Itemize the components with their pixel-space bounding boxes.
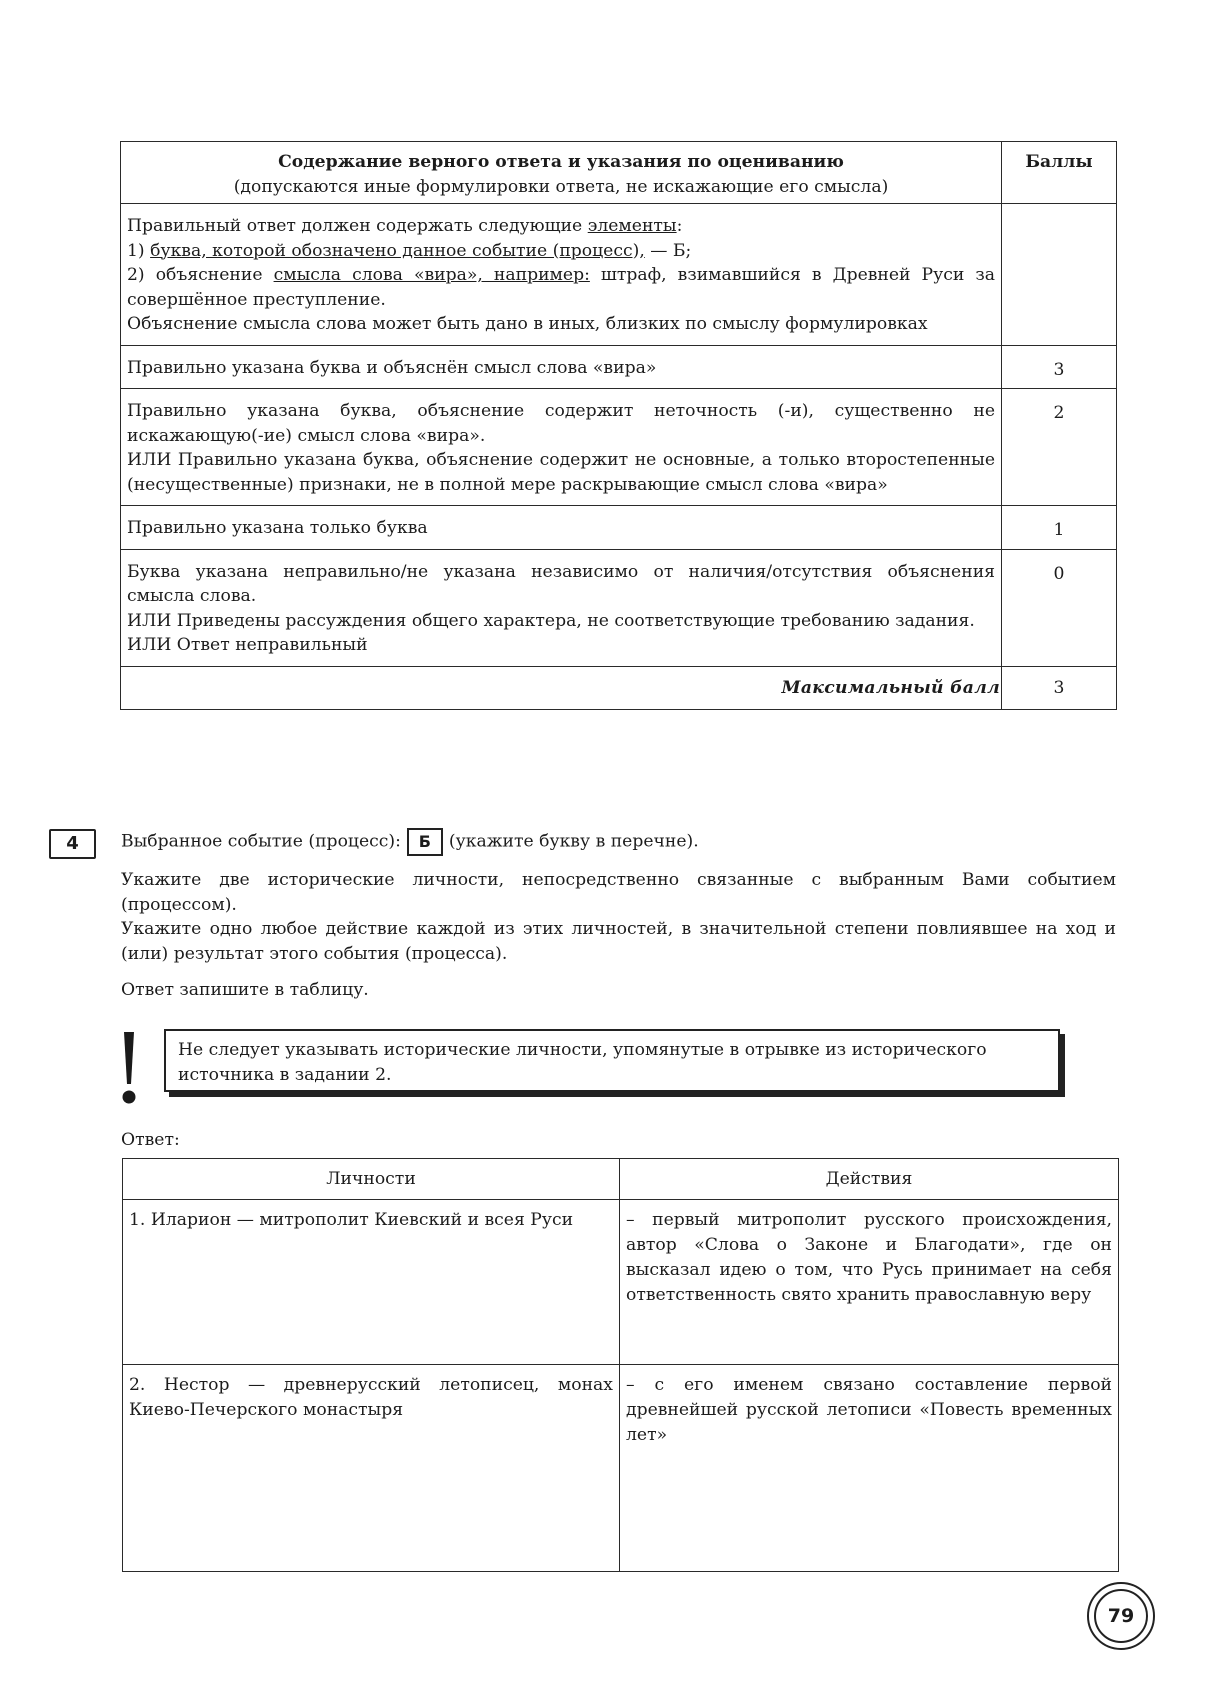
- answer-line-3-prefix: 2) объяснение: [127, 265, 274, 285]
- criteria-score: 3: [1002, 345, 1117, 389]
- criteria-score: 0: [1002, 549, 1117, 666]
- criteria-header-title: Содержание верного ответа и указания по оцениванию: [278, 152, 844, 172]
- answer-line-4: Объяснение смысла слова может быть дано в иных, близких по смыслу формулировках: [127, 314, 928, 334]
- grading-table: [120, 141, 1117, 710]
- criteria-text: Правильно указана буква и объяснён смысл слова «вира»: [121, 345, 1002, 389]
- answer-table-header: [123, 1159, 1119, 1200]
- criteria-text-line: ИЛИ Ответ неправильный: [127, 635, 368, 655]
- selected-event-line: [121, 828, 1116, 856]
- criteria-text-line: Правильно указана буква, объяснение содержит неточность (-и), существенно не искажающую(-ие) смысл слова «вира».: [127, 401, 995, 446]
- score-header: Баллы: [1002, 142, 1117, 204]
- max-score-label: Максимальный балл: [121, 666, 1002, 710]
- grading-header-row: [121, 142, 1117, 204]
- column-header-persons: Личности: [123, 1159, 620, 1200]
- action-cell[interactable]: – первый митрополит русского происхождения, автор «Слова о Законе и Благодати», где он высказал идею о том, что Русь принимает на себя ответственность свято хранить православную веру: [620, 1200, 1119, 1365]
- answer-line-1: Правильный ответ должен содержать следующие: [127, 216, 588, 236]
- criteria-header-subtitle: (допускаются иные формулировки ответа, не искажающие его смысла): [233, 176, 889, 197]
- action-cell[interactable]: – с его именем связано составление первой древнейшей русской летописи «Повесть временных лет»: [620, 1365, 1119, 1572]
- warning-note: Не следует указывать исторические личности, упомянутые в отрывке из исторического источника в задании 2.: [164, 1029, 1060, 1092]
- exclamation-icon: [118, 1030, 140, 1106]
- page-number: 79: [1094, 1589, 1148, 1643]
- answer-content: [121, 204, 1002, 346]
- criteria-score: 1: [1002, 506, 1117, 550]
- selected-letter-box[interactable]: Б: [407, 828, 443, 856]
- selected-event-suffix: (укажите букву в перечне).: [448, 831, 699, 852]
- person-cell[interactable]: 1. Иларион — митрополит Киевский и всея Руси: [123, 1200, 620, 1365]
- criteria-text: [121, 549, 1002, 666]
- criteria-text-line: Буква указана неправильно/не указана независимо от наличия/отсутствия объяснения смысла слова.: [127, 561, 995, 606]
- criteria-score: 2: [1002, 389, 1117, 506]
- answer-line-1-underlined: элементы: [587, 216, 677, 236]
- criteria-row: [121, 506, 1117, 550]
- criteria-row: [121, 389, 1117, 506]
- criteria-text: [121, 389, 1002, 506]
- answer-line-3-underlined: смысла слова «вира», например:: [273, 265, 590, 285]
- selected-event-prefix: Выбранное событие (процесс):: [121, 831, 401, 852]
- answer-content-row: [121, 204, 1117, 346]
- answer-line-2-end: — Б;: [644, 240, 692, 261]
- answer-table: [122, 1158, 1119, 1572]
- criteria-text-line: ИЛИ Правильно указана буква, объяснение содержит не основные, а только второстепенные (несущественные) признаки, не в полной мере раскрывающие смысл слова «вира»: [127, 450, 995, 495]
- criteria-row: [121, 549, 1117, 666]
- page-number-badge: [1087, 1582, 1155, 1650]
- answer-line-2-underlined: буква, которой обозначено данное событие (процесс),: [150, 240, 645, 261]
- answer-row: [123, 1200, 1119, 1365]
- answer-line-2-prefix: 1): [127, 240, 151, 261]
- person-cell[interactable]: 2. Нестор — древнерусский летописец, монах Киево-Печерского монастыря: [123, 1365, 620, 1572]
- criteria-text-line: ИЛИ Приведены рассуждения общего характера, не соответствующие требованию задания.: [127, 610, 975, 631]
- empty-score-cell: [1002, 204, 1117, 346]
- answer-line-1-end: :: [676, 216, 683, 236]
- criteria-row: [121, 345, 1117, 389]
- criteria-header: [121, 142, 1002, 204]
- task-instruction-2: Укажите одно любое действие каждой из этих личностей, в значительной степени повлиявшее на ход и (или) результат этого события (процесса).: [121, 919, 1116, 964]
- task-body: [121, 828, 1116, 1015]
- column-header-actions: Действия: [620, 1159, 1119, 1200]
- criteria-text: Правильно указана только буква: [121, 506, 1002, 550]
- answer-row: [123, 1365, 1119, 1572]
- task-instruction-3: Ответ запишите в таблицу.: [121, 980, 369, 1000]
- answer-line-3-end: штраф, взимавшийся в Древней Руси за совершённое преступление.: [127, 265, 995, 310]
- answer-label: Ответ:: [121, 1130, 180, 1150]
- task-number-box: 4: [49, 829, 96, 859]
- max-score-row: [121, 666, 1117, 710]
- task-instruction-1: Укажите две исторические личности, непосредственно связанные с выбранным Вами событием (процессом).: [121, 870, 1116, 915]
- max-score-value: 3: [1002, 666, 1117, 710]
